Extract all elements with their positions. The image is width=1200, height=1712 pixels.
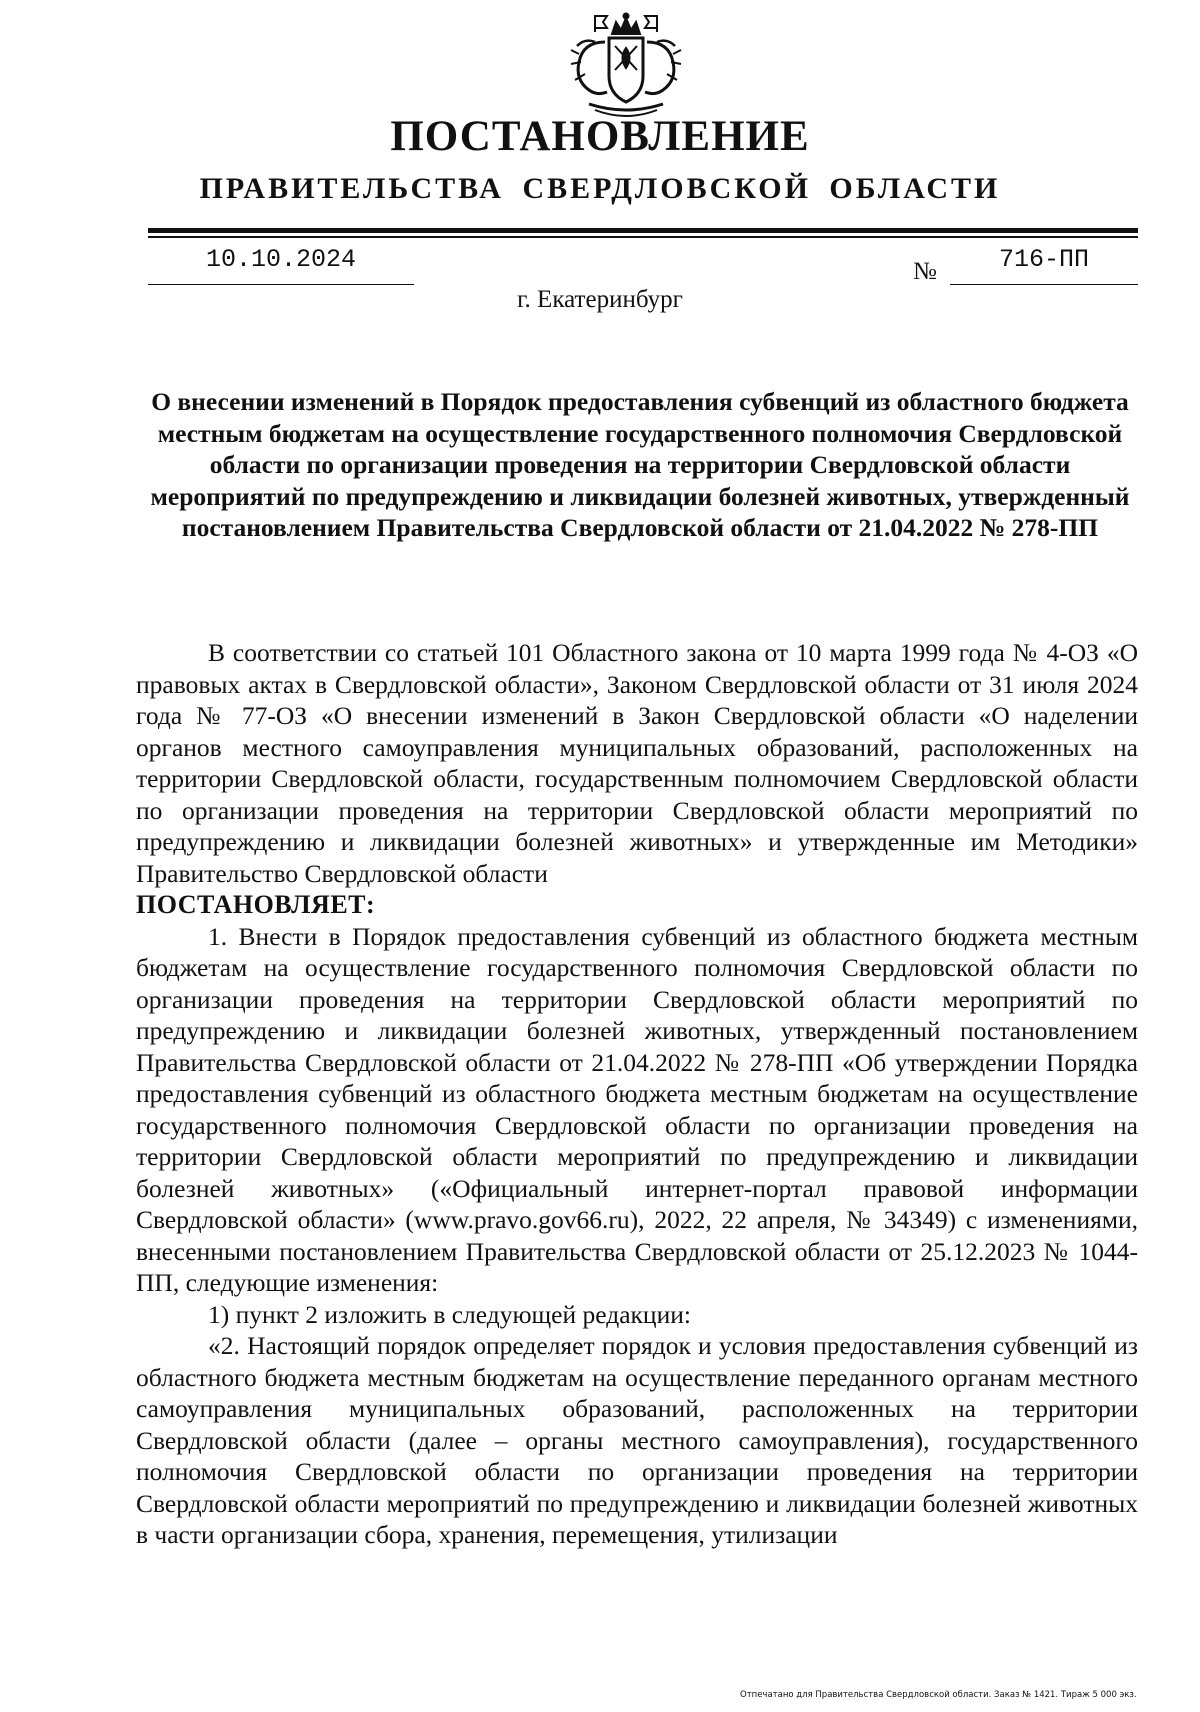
document-title: ПОСТАНОВЛЕНИЕ bbox=[390, 113, 810, 160]
number-sign: № bbox=[913, 258, 937, 285]
header-divider-thick bbox=[148, 228, 1138, 233]
document-number: 716-ПП bbox=[950, 244, 1138, 285]
document-body bbox=[136, 637, 1138, 1551]
coat-of-arms-icon bbox=[565, 12, 687, 122]
document-city: г. Екатеринбург bbox=[517, 286, 683, 313]
document-date: 10.10.2024 bbox=[148, 244, 414, 285]
point-1-paragraph: 1. Внести в Порядок предоставления субвенций из областного бюджета местным бюджетам на осуществление государственного полномочия Свердловской области по организации проведения на территории Свердловской области мероприятий по предупреждению и ликвидации болезней животных, утвержденный постановлением Правительства Свердловской области от 21.04.2022 № 278-ПП «Об утверждении Порядка предоставления субвенций из областного бюджета местным бюджетам на осуществление государственного полномочия Свердловской области по организации проведения на территории Свердловской области мероприятий по предупреждению и ликвидации болезней животных» («Официальный интернет-портал правовой информации Свердловской области» (www.pravo.gov66.ru), 2022, 22 апреля, № 34349) с изменениями, внесенными постановлением Правительства Свердловской области от 25.12.2023 № 1044-ПП, следующие изменения: bbox=[136, 921, 1138, 1297]
print-footer: Отпечатано для Правительства Свердловской области. Заказ № 1421. Тираж 5 000 экз. bbox=[740, 1690, 1137, 1700]
quoted-paragraph: «2. Настоящий порядок определяет порядок и условия предоставления субвенций из областного бюджета местным бюджетам на осуществление переданного органам местного самоуправления муниципальных образований, расположенных на территории Свердловской области (далее – органы местного самоуправления), государственного полномочия Свердловской области по организации проведения на территории Свердловской области мероприятий по предупреждению и ликвидации болезней животных в части организации сбора, хранения, перемещения, утилизации bbox=[136, 1331, 1138, 1549]
document-issuer: ПРАВИТЕЛЬСТВА СВЕРДЛОВСКОЙ ОБЛАСТИ bbox=[199, 172, 1001, 205]
decree-word: ПОСТАНОВЛЯЕТ: bbox=[136, 890, 376, 919]
document-heading: О внесении изменений в Порядок предоставления субвенций из областного бюджета местным бюджетам на осуществление государственного полномочия Свердловской области по организации проведения на территории Свердловской области мероприятий по предупреждению и ликвидации болезней животных, утвержденный постановлением Правительства Свердловской области от 21.04.2022 № 278-ПП bbox=[150, 387, 1130, 543]
preamble-paragraph: В соответствии со статьей 101 Областного закона от 10 марта 1999 года № 4-ОЗ «О правовых актах в Свердловской области», Законом Свердловской области от 31 июля 2024 года № 77-ОЗ «О внесении изменений в Закон Свердловской области «О наделении органов местного самоуправления муниципальных образований, расположенных на территории Свердловской области, государственным полномочием Свердловской области по организации проведения на территории Свердловской области мероприятий по предупреждению и ликвидации болезней животных» и утвержденные им Методики» Правительство Свердловской области bbox=[136, 638, 1138, 888]
subpoint-1-paragraph: 1) пункт 2 изложить в следующей редакции: bbox=[208, 1299, 691, 1329]
header-divider-thin bbox=[148, 236, 1138, 238]
